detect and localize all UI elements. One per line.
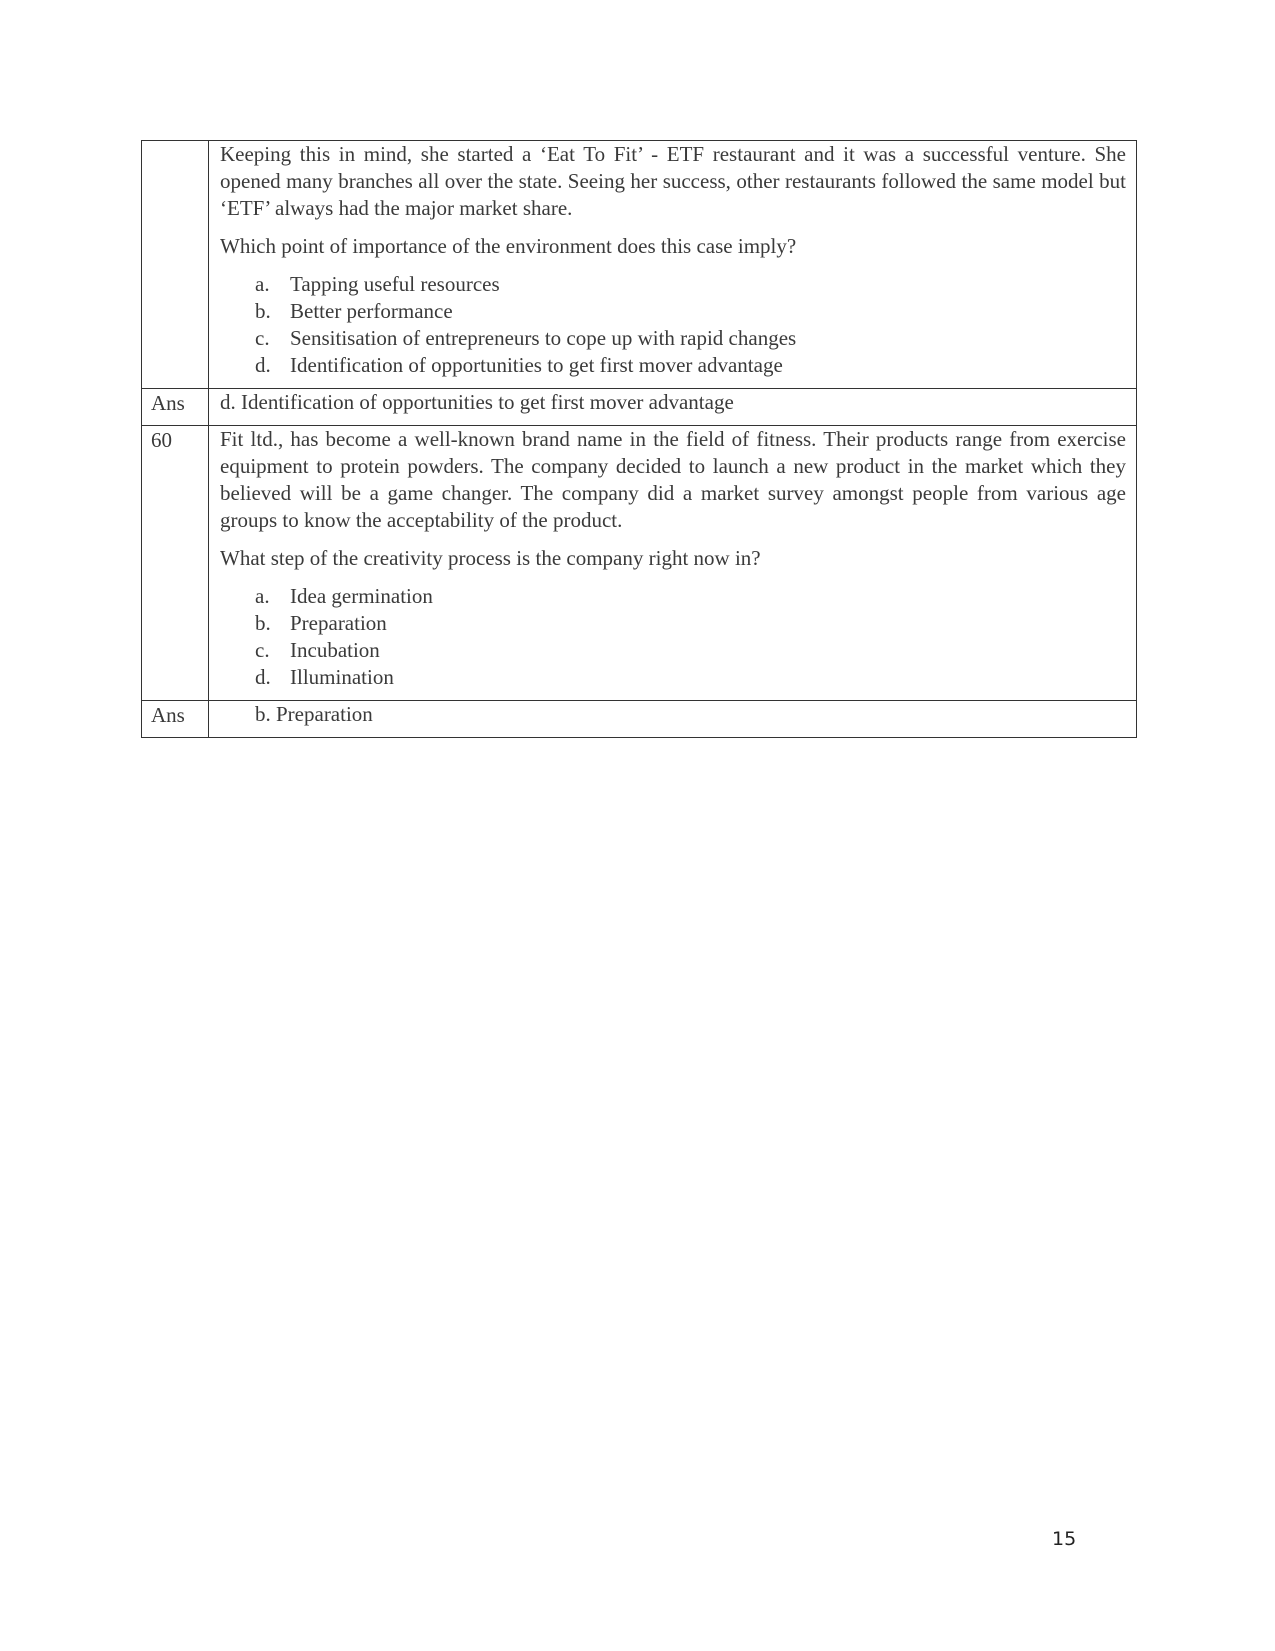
option-text: Preparation bbox=[290, 611, 387, 635]
option-letter: d. bbox=[255, 353, 271, 377]
question-row-60 bbox=[142, 426, 1137, 701]
answer-label-cell: Ans bbox=[142, 701, 209, 738]
page-number: 15 bbox=[1052, 1528, 1077, 1550]
question-paragraph: Keeping this in mind, she started a ‘Eat To Fit’ - ETF restaurant and it was a successful venture. She opened many branches all over the state. Seeing her success, other restaurants followed the same model but ‘ETF’ always had the major market share. bbox=[220, 142, 1126, 220]
options-list bbox=[220, 583, 1126, 691]
question-prompt: Which point of importance of the environment does this case imply? bbox=[220, 234, 797, 258]
option-text: Better performance bbox=[290, 299, 453, 323]
option-letter: b. bbox=[255, 611, 271, 635]
question-answer-table bbox=[141, 140, 1137, 738]
option-letter: c. bbox=[255, 638, 270, 662]
answer-label-cell: Ans bbox=[142, 389, 209, 426]
option-text: Identification of opportunities to get first mover advantage bbox=[290, 353, 783, 377]
question-number-cell bbox=[142, 141, 209, 389]
question-content-cell bbox=[209, 426, 1137, 701]
option-item bbox=[255, 271, 1126, 298]
option-letter: d. bbox=[255, 665, 271, 689]
option-item bbox=[255, 298, 1126, 325]
question-paragraph: Fit ltd., has become a well-known brand name in the field of fitness. Their products range from exercise equipment to protein powders. The company decided to launch a new product in the market which they believed will be a game changer. The company did a market survey amongst people from various age groups to know the acceptability of the product. bbox=[220, 427, 1126, 532]
question-row-continued bbox=[142, 141, 1137, 389]
answer-row bbox=[142, 389, 1137, 426]
option-letter: a. bbox=[255, 584, 270, 608]
question-prompt: What step of the creativity process is the company right now in? bbox=[220, 546, 761, 570]
option-text: Idea germination bbox=[290, 584, 433, 608]
answer-text-cell: d. Identification of opportunities to get first mover advantage bbox=[209, 389, 1137, 426]
options-list bbox=[220, 271, 1126, 379]
option-letter: c. bbox=[255, 326, 270, 350]
option-letter: a. bbox=[255, 272, 270, 296]
option-letter: b. bbox=[255, 299, 271, 323]
answer-text-cell bbox=[209, 701, 1137, 738]
option-item bbox=[255, 637, 1126, 664]
option-text: Tapping useful resources bbox=[290, 272, 500, 296]
option-text: Sensitisation of entrepreneurs to cope up with rapid changes bbox=[290, 326, 797, 350]
question-content-cell bbox=[209, 141, 1137, 389]
option-text: Incubation bbox=[290, 638, 380, 662]
question-number-cell: 60 bbox=[142, 426, 209, 701]
option-text: Illumination bbox=[290, 665, 394, 689]
option-item bbox=[255, 325, 1126, 352]
option-item bbox=[255, 610, 1126, 637]
option-item bbox=[255, 583, 1126, 610]
answer-text: b. Preparation bbox=[255, 702, 373, 726]
option-item bbox=[255, 664, 1126, 691]
option-item bbox=[255, 352, 1126, 379]
answer-row bbox=[142, 701, 1137, 738]
